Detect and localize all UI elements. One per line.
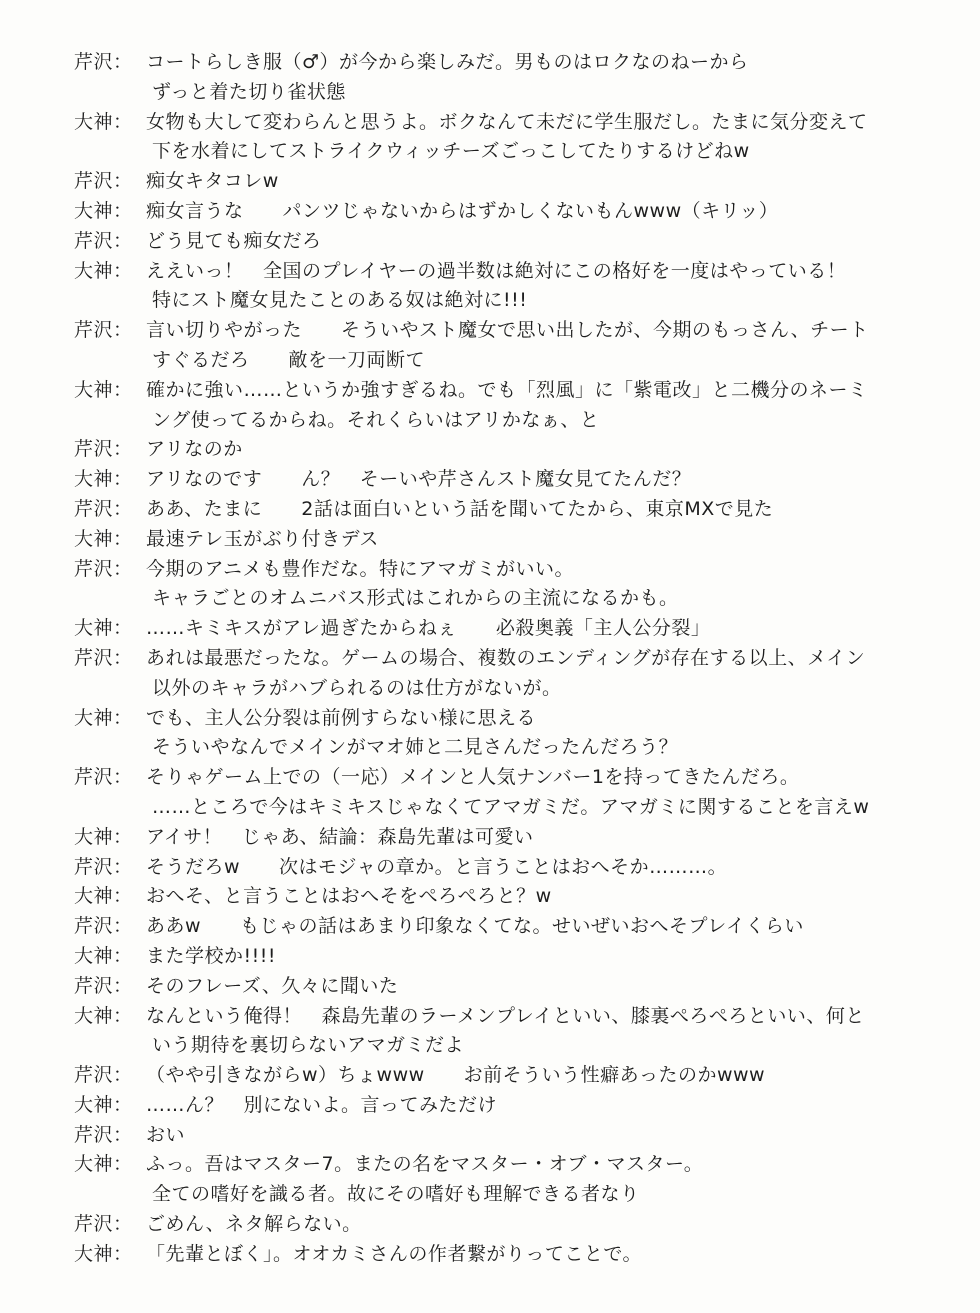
speaker-name: 芹沢：: [74, 855, 133, 878]
dialogue-entry: [74, 972, 954, 1002]
line-text: 確かに強い……というか強すぎるね。でも「烈風」に「紫電改」と二機分のネーミ: [146, 378, 868, 401]
speaker-name: 大神：: [74, 468, 133, 491]
dialogue-line: [74, 853, 954, 883]
line-text: そりゃゲーム上での（一応）メインと人気ナンバー1を持ってきたんだろ。: [146, 766, 800, 789]
line-text: 以外のキャラがハブられるのは仕方がないが。: [152, 676, 562, 699]
dialogue-line: [74, 763, 954, 793]
speaker-name: 芹沢：: [74, 438, 133, 461]
line-text: なんという俺得！ 森島先輩のラーメンプレイといい、膝裏ぺろぺろといい、何と: [146, 1004, 865, 1027]
dialogue-line: [74, 972, 954, 1002]
line-text: ……キミキスがアレ過ぎたからねぇ 必殺奥義「主人公分裂」: [146, 617, 711, 640]
speaker-name: 大神：: [74, 259, 133, 282]
dialogue-entry: [74, 108, 954, 168]
speaker-name: 大神：: [74, 1242, 133, 1265]
line-text: 女物も大して変わらんと思うよ。ボクなんて未だに学生服だし。たまに気分変えて: [146, 110, 868, 133]
dialogue-line: [74, 465, 954, 495]
dialogue-line: [74, 257, 954, 287]
speaker-name: 大神：: [74, 110, 133, 133]
dialogue-entry: [74, 465, 954, 495]
dialogue-entry: [74, 257, 954, 317]
dialogue-entry: [74, 1061, 954, 1091]
speaker-name: 芹沢：: [74, 229, 133, 252]
dialogue-entry: [74, 316, 954, 376]
line-text: ああ、たまに 2話は面白いという話を聞いてたから、東京MXで見た: [146, 497, 774, 520]
dialogue-line: [74, 1061, 954, 1091]
line-text: あれは最悪だったな。ゲームの場合、複数のエンディングが存在する以上、メイン: [146, 646, 866, 669]
speaker-name: 芹沢：: [74, 974, 133, 997]
dialogue-line: [74, 912, 954, 942]
speaker-name: 大神：: [74, 527, 133, 550]
line-text: いう期待を裏切らないアマガミだよ: [152, 1034, 465, 1057]
dialogue-transcript: [74, 48, 954, 1270]
dialogue-entry: [74, 197, 954, 227]
line-text: そうだろw 次はモジャの章か。と言うことはおへそか………。: [146, 855, 728, 878]
line-text: アイサ！ じゃあ、結論：森島先輩は可愛い: [146, 825, 534, 848]
speaker-name: 芹沢：: [74, 766, 133, 789]
dialogue-line: [74, 376, 954, 406]
line-text: ……ん？ 別にないよ。言ってみただけ: [146, 1093, 498, 1116]
line-text: 最速テレ玉がぶり付きデス: [146, 527, 379, 550]
speaker-name: 芹沢：: [74, 557, 133, 580]
dialogue-entry: [74, 763, 954, 823]
dialogue-line: [74, 1091, 954, 1121]
line-text: 痴女言うな パンツじゃないからはずかしくないもんwww（キリッ）: [146, 199, 779, 222]
speaker-name: 大神：: [74, 885, 133, 908]
dialogue-line: [74, 495, 954, 525]
line-text: すぐるだろ 敵を一刀両断て: [152, 348, 426, 371]
dialogue-entry: [74, 1150, 954, 1210]
dialogue-entry: [74, 882, 954, 912]
dialogue-line: [74, 733, 954, 763]
dialogue-line: [74, 793, 954, 823]
dialogue-entry: [74, 644, 954, 704]
speaker-name: 大神：: [74, 1153, 133, 1176]
line-text: ああw もじゃの話はあまり印象なくてな。せいぜいおへそプレイくらい: [146, 915, 804, 938]
dialogue-line: [74, 823, 954, 853]
dialogue-line: [74, 197, 954, 227]
dialogue-line: [74, 435, 954, 465]
dialogue-entry: [74, 1210, 954, 1240]
line-text: ふっ。吾はマスター7。またの名をマスター・オブ・マスター。: [146, 1153, 704, 1176]
dialogue-entry: [74, 942, 954, 972]
dialogue-line: [74, 614, 954, 644]
line-text: （やや引きながらw）ちょwww お前そういう性癖あったのかwww: [146, 1064, 766, 1087]
speaker-name: 芹沢：: [74, 646, 133, 669]
dialogue-line: [74, 942, 954, 972]
speaker-name: 大神：: [74, 199, 133, 222]
speaker-name: 芹沢：: [74, 1213, 133, 1236]
dialogue-line: [74, 555, 954, 585]
line-text: そういやなんでメインがマオ姉と二見さんだったんだろう？: [152, 736, 679, 759]
dialogue-entry: [74, 1121, 954, 1151]
speaker-name: 芹沢：: [74, 319, 133, 342]
line-text: また学校か!!!!: [146, 944, 276, 967]
speaker-name: 芹沢：: [74, 1123, 133, 1146]
dialogue-entry: [74, 167, 954, 197]
dialogue-entry: [74, 376, 954, 436]
line-text: おい: [146, 1123, 186, 1146]
line-text: ごめん、ネタ解らない。: [146, 1213, 362, 1236]
dialogue-line: [74, 1240, 954, 1270]
dialogue-entry: [74, 823, 954, 853]
line-text: おへそ、と言うことはおへそをぺろぺろと？w: [146, 885, 552, 908]
dialogue-entry: [74, 614, 954, 644]
line-text: アリなのか: [146, 438, 243, 461]
speaker-name: 大神：: [74, 944, 133, 967]
dialogue-line: [74, 286, 954, 316]
line-text: どう見ても痴女だろ: [146, 229, 322, 252]
line-text: ング使ってるからね。それくらいはアリかなぁ、と: [152, 408, 600, 431]
dialogue-line: [74, 1210, 954, 1240]
dialogue-line: [74, 227, 954, 257]
speaker-name: 大神：: [74, 706, 133, 729]
dialogue-line: [74, 48, 954, 78]
line-text: 痴女キタコレw: [146, 170, 279, 193]
line-text: ええいっ！ 全国のプレイヤーの過半数は絶対にこの格好を一度はやっている！: [146, 259, 847, 282]
dialogue-line: [74, 674, 954, 704]
line-text: 全ての嗜好を識る者。故にその嗜好も理解できる者なり: [152, 1183, 640, 1206]
speaker-name: 芹沢：: [74, 915, 133, 938]
dialogue-line: [74, 882, 954, 912]
dialogue-entry: [74, 48, 954, 108]
dialogue-entry: [74, 912, 954, 942]
line-text: ずっと着た切り雀状態: [152, 80, 346, 103]
line-text: コートらしき服（♂）が今から楽しみだ。男ものはロクなのねーから: [146, 51, 749, 73]
speaker-name: 芹沢：: [74, 51, 133, 73]
dialogue-line: [74, 1031, 954, 1061]
dialogue-line: [74, 644, 954, 674]
dialogue-line: [74, 704, 954, 734]
speaker-name: 大神：: [74, 825, 133, 848]
dialogue-line: [74, 406, 954, 436]
line-text: アリなのです ん？ そーいや芹さんスト魔女見てたんだ？: [146, 468, 692, 491]
speaker-name: 大神：: [74, 1093, 133, 1116]
dialogue-line: [74, 108, 954, 138]
dialogue-line: [74, 584, 954, 614]
dialogue-line: [74, 1180, 954, 1210]
speaker-name: 芹沢：: [74, 497, 133, 520]
dialogue-entry: [74, 555, 954, 615]
dialogue-line: [74, 316, 954, 346]
dialogue-line: [74, 1121, 954, 1151]
dialogue-entry: [74, 525, 954, 555]
line-text: 特にスト魔女見たことのある奴は絶対に!!!: [152, 289, 528, 312]
line-text: 下を水着にしてストライクウィッチーズごっこしてたりするけどねw: [152, 140, 750, 163]
speaker-name: 芹沢：: [74, 1064, 133, 1087]
dialogue-entry: [74, 1240, 954, 1270]
line-text: ……ところで今はキミキスじゃなくてアマガミだ。アマガミに関することを言えw: [152, 795, 870, 818]
line-text: キャラごとのオムニバス形式はこれからの主流になるかも。: [152, 587, 679, 610]
speaker-name: 大神：: [74, 1004, 133, 1027]
dialogue-line: [74, 525, 954, 555]
dialogue-line: [74, 137, 954, 167]
line-text: 今期のアニメも豊作だな。特にアマガミがいい。: [146, 557, 575, 580]
speaker-name: 大神：: [74, 378, 133, 401]
dialogue-entry: [74, 495, 954, 525]
speaker-name: 芹沢：: [74, 170, 133, 193]
dialogue-entry: [74, 1002, 954, 1062]
dialogue-line: [74, 1002, 954, 1032]
line-text: 言い切りやがった そういやスト魔女で思い出したが、今期のもっさん、チート: [146, 319, 869, 342]
dialogue-line: [74, 167, 954, 197]
dialogue-line: [74, 1150, 954, 1180]
speaker-name: 大神：: [74, 617, 133, 640]
line-text: 「先輩とぼく」。オオカミさんの作者繋がりってことで。: [146, 1242, 642, 1265]
dialogue-entry: [74, 227, 954, 257]
dialogue-entry: [74, 1091, 954, 1121]
dialogue-line: [74, 346, 954, 376]
dialogue-entry: [74, 853, 954, 883]
dialogue-line: [74, 78, 954, 108]
line-text: そのフレーズ、久々に聞いた: [146, 974, 399, 997]
dialogue-entry: [74, 704, 954, 764]
dialogue-entry: [74, 435, 954, 465]
line-text: でも、主人公分裂は前例すらない様に思える: [146, 706, 537, 729]
